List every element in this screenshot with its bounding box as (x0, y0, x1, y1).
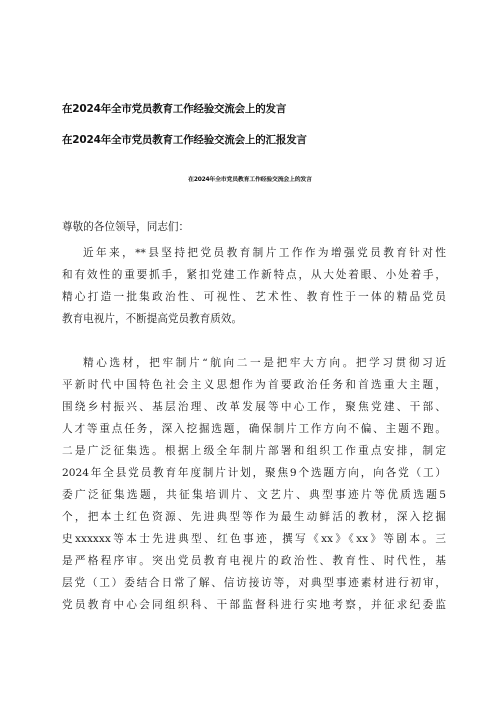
paragraph-line: 精心选材，把牢制片“航向二一是把牢大方向。把学习贯彻习近 (83, 357, 446, 369)
paragraph-line: 委广泛征集选题，共征集培训片、文艺片、典型事迹片等优质选题5 (62, 489, 446, 501)
toc-line-1: 在2024年全市党员教育工作经验交流会上的发言 (62, 103, 287, 115)
paragraph-line: 平新时代中国特色社会主义思想作为首要政治任务和首选重大主题， (62, 379, 446, 391)
paragraph-line: 二是广泛征集选。根据上级全年制片部署和组织工作重点安排，制定 (62, 445, 446, 457)
toc-line-2: 在2024年全市党员教育工作经验交流会上的汇报发言 (62, 134, 307, 146)
paragraph-line: 2024年全县党员教育年度制片计划，聚焦9个选题方向，向各党（工） (62, 467, 446, 479)
paragraph-line: 教育电视片，不断提高党员教育质效。 (62, 313, 243, 325)
paragraph-line: 和有效性的重要抓手，紧扣党建工作新特点，从大处着眼、小处着手， (62, 269, 446, 281)
paragraph-line: 层党（工）委结合日常了解、信访接访等，对典型事迹素材进行初审， (62, 577, 446, 589)
paragraph-line: 党员教育中心会同组织科、干部监督科进行实地考察，并征求纪委监 (62, 599, 446, 611)
paragraph-line: 精心打造一批集政治性、可视性、艺术性、教育性于一体的精品党员 (62, 291, 446, 303)
paragraph-1 (62, 242, 446, 330)
paragraph-line: 个，把本土红色资源、先进典型等作为最生动鲜活的教材，深入挖掘 (62, 511, 446, 523)
paragraph-line: 史xxxxxx等本士先进典型、红色事迹，撰写《xx》《xx》等剧本。三 (62, 533, 446, 545)
paragraph-line: 人才等重点任务，深入挖掘选题，确保制片工作方向不偏、主题不跑。 (62, 423, 446, 435)
greeting: 尊敬的各位领导，同志们： (62, 221, 190, 233)
paragraph-line: 是严格程序审。突出党员教育电视片的政治性、教育性、时代性，基 (62, 555, 446, 567)
paragraph-line: 围绕乡村振兴、基层治理、改革发展等中心工作，聚焦党建、干部、 (62, 401, 446, 413)
page-title: 在2024年全市党员教育工作经验交流会上的发言 (188, 177, 312, 183)
paragraph-2 (62, 352, 446, 616)
paragraph-line: 近年来，**县坚持把党员教育制片工作作为增强党员教育针对性 (83, 247, 446, 259)
